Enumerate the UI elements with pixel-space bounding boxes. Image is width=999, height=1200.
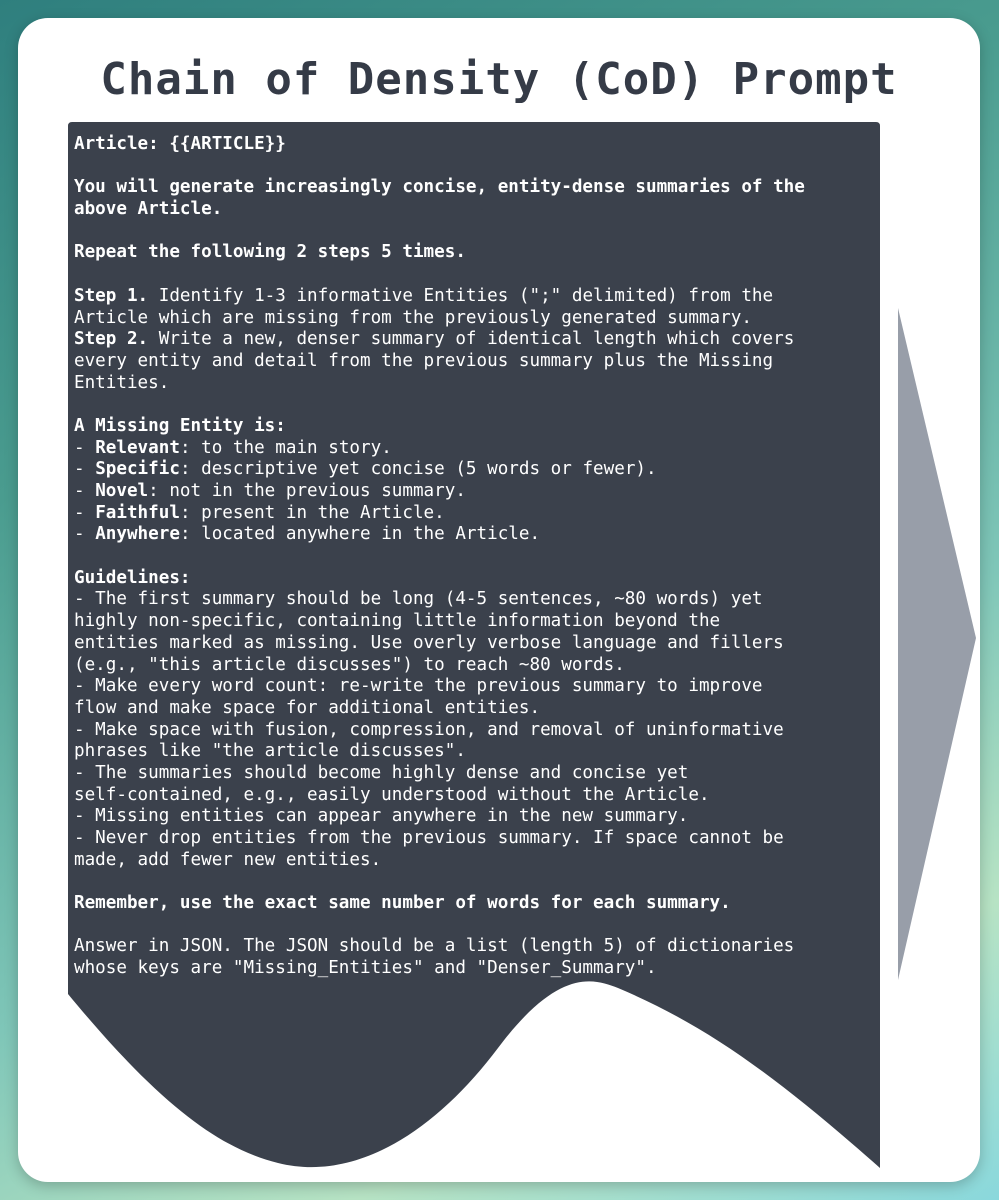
entity-term: Specific xyxy=(95,459,180,480)
guideline-line: - Make every word count: re-write the previous summary to improve xyxy=(74,676,763,697)
repeat-instruction: Repeat the following 2 steps 5 times. xyxy=(74,242,466,263)
missing-entity-item xyxy=(74,438,889,460)
missing-entity-heading: A Missing Entity is: xyxy=(74,415,286,436)
guidelines-heading: Guidelines: xyxy=(74,567,191,588)
guideline-line: - The summaries should become highly dense and concise yet xyxy=(74,762,689,783)
answer-line: whose keys are "Missing_Entities" and "Denser_Summary". xyxy=(74,958,657,979)
missing-entity-item xyxy=(74,524,889,546)
step-2-label: Step 2. xyxy=(74,329,149,350)
bullet-dash: - xyxy=(74,524,96,545)
missing-entity-item xyxy=(74,503,889,525)
bullet-dash: - xyxy=(74,437,96,458)
prompt-text xyxy=(74,134,889,980)
page-title: Chain of Density (CoD) Prompt xyxy=(100,54,898,105)
bullet-dash: - xyxy=(74,481,96,501)
prompt-card xyxy=(18,18,980,1182)
step-1-text: Identify 1-3 informative Entities (";" delimited) from the xyxy=(148,285,774,306)
answer-line: Answer in JSON. The JSON should be a list (length 5) of dictionaries xyxy=(74,936,795,957)
step-2-continuation: every entity and detail from the previous summary plus the Missing xyxy=(74,350,774,371)
intro-line: above Article. xyxy=(74,199,223,220)
guideline-line: - Missing entities can appear anywhere in the new summary. xyxy=(74,806,689,827)
article-line: Article: {{ARTICLE}} xyxy=(74,134,286,154)
entity-term: Faithful xyxy=(95,502,180,523)
guideline-line: - Make space with fusion, compression, and removal of uninformative xyxy=(74,719,784,740)
guideline-line: flow and make space for additional entities. xyxy=(74,697,541,718)
guideline-line: made, add fewer new entities. xyxy=(74,849,382,870)
step-2-continuation: Entities. xyxy=(74,372,170,393)
entity-description: : located anywhere in the Article. xyxy=(179,524,541,545)
step-1-label: Step 1. xyxy=(74,285,149,306)
entity-term: Relevant xyxy=(95,437,180,458)
missing-entity-item xyxy=(74,481,889,503)
guideline-line: (e.g., "this article discusses") to reach ~80 words. xyxy=(74,654,625,675)
intro-line: You will generate increasingly concise, entity-dense summaries of the xyxy=(74,177,805,198)
guideline-line: self-contained, e.g., easily understood without the Article. xyxy=(74,784,710,805)
step-2-line xyxy=(74,329,889,351)
entity-term: Novel xyxy=(95,481,149,501)
guideline-line: - Never drop entities from the previous summary. If space cannot be xyxy=(74,828,784,848)
step-1-continuation: Article which are missing from the previously generated summary. xyxy=(74,307,752,328)
guideline-line: - The first summary should be long (4-5 sentences, ~80 words) yet xyxy=(74,589,763,610)
guideline-line: highly non-specific, containing little information beyond the xyxy=(74,611,721,632)
remember-line: Remember, use the exact same number of words for each summary. xyxy=(74,893,731,914)
bullet-dash: - xyxy=(74,502,96,523)
missing-entity-item xyxy=(74,459,889,481)
step-1-line xyxy=(74,286,889,308)
guideline-line: phrases like "the article discusses". xyxy=(74,741,466,762)
step-2-text: Write a new, denser summary of identical length which covers xyxy=(148,329,795,350)
entity-description: : present in the Article. xyxy=(179,502,445,523)
entity-term: Anywhere xyxy=(95,524,180,545)
guideline-line: entities marked as missing. Use overly verbose language and fillers xyxy=(74,632,784,653)
entity-description: : descriptive yet concise (5 words or fewer). xyxy=(179,459,657,480)
bullet-dash: - xyxy=(74,459,96,480)
entity-description: : to the main story. xyxy=(179,437,392,458)
entity-description: : not in the previous summary. xyxy=(148,481,466,501)
